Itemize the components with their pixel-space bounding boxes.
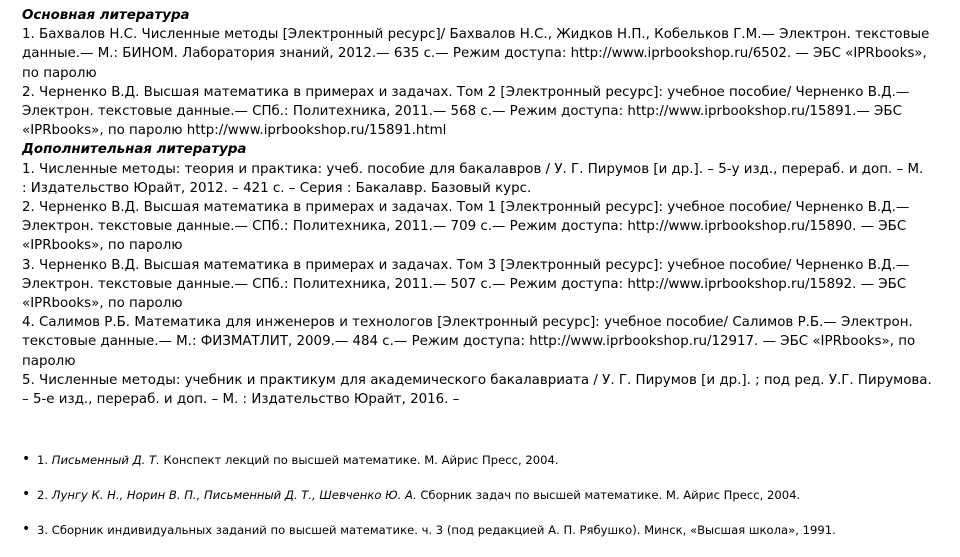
main-literature-heading: Основная литература	[22, 8, 190, 23]
bullet-text: 3. Сборник индивидуальных заданий по высшей математике. ч. 3 (под редакцией А. П. Рябушко). Минск, «Высшая школа», 1991.	[37, 523, 836, 537]
main-literature-item: 2. Черненко В.Д. Высшая математика в примерах и задачах. Том 2 [Электронный ресурс]: учебное пособие/ Черненко В.Д.— Электрон. текстовые данные.— СПб.: Политехника, 2011.— 568 c.— Режим доступа: http://www.iprbookshop.ru/15891.— ЭБС «IPRbooks», по паролю http://www.iprbookshop.ru/15891.html	[22, 84, 910, 139]
additional-literature-item: 5. Численные методы: учебник и практикум для академического бакалавриата / У. Г. Пирумов [и др.]. ; под ред. У.Г. Пирумова. – 5-е изд., перераб. и доп. – М. : Издательство Юрайт, 2016. –	[22, 372, 932, 408]
bullet-text: Сборник задач по высшей математике. М. Айрис Пресс, 2004.	[416, 488, 801, 502]
bullet-text: Конспект лекций по высшей математике. М. Айрис Пресс, 2004.	[159, 453, 559, 467]
additional-literature-heading: Дополнительная литература	[22, 142, 247, 158]
main-literature-item: 1. Бахвалов Н.С. Численные методы [Электронный ресурс]/ Бахвалов Н.С., Жидков Н.П., Кобельков Г.М.— Электрон. текстовые данные.— М.: БИНОМ. Лаборатория знаний, 2012.— 635 c.— Режим доступа: http://www.iprbookshop.ru/6502. — ЭБС «IPRbooks», по паролю	[22, 27, 930, 81]
additional-literature-item: 3. Черненко В.Д. Высшая математика в примерах и задачах. Том 3 [Электронный ресурс]: учебное пособие/ Черненко В.Д.— Электрон. текстовые данные.— СПб.: Политехника, 2011.— 507 c.— Режим доступа: http://www.iprbookshop.ru/15892. — ЭБС «IPRbooks», по паролю	[22, 257, 910, 312]
bullet-authors: Письменный Д. Т.	[51, 453, 160, 467]
bullet-number: 1.	[37, 453, 52, 467]
bullet-item	[22, 487, 932, 503]
additional-literature-item: 1. Численные методы: теория и практика: учеб. пособие для бакалавров / У. Г. Пирумов [и др.]. – 5-у изд., перераб. и доп. – М. : Издательство Юрайт, 2012. – 421 с. – Серия : Бакалавр. Базовый курс.	[22, 161, 924, 196]
additional-literature-item: 4. Салимов Р.Б. Математика для инженеров и технологов [Электронный ресурс]: учебное пособие/ Салимов Р.Б.— Электрон. текстовые данные.— М.: ФИЗМАТЛИТ, 2009.— 484 c.— Режим доступа: http://www.iprbookshop.ru/12917. — ЭБС «IPRbooks», по паролю	[22, 315, 916, 369]
bullet-list	[22, 452, 932, 557]
bullet-authors: Лунгу К. Н., Норин В. П., Письменный Д. Т., Шевченко Ю. А.	[51, 488, 417, 502]
literature-list	[22, 6, 932, 409]
additional-literature-item: 2. Черненко В.Д. Высшая математика в примерах и задачах. Том 1 [Электронный ресурс]: учебное пособие/ Черненко В.Д.— Электрон. текстовые данные.— СПб.: Политехника, 2011.— 709 c.— Режим доступа: http://www.iprbookshop.ru/15890. — ЭБС «IPRbooks», по паролю	[22, 200, 910, 254]
bullet-number: 2.	[37, 488, 52, 502]
bullet-item	[22, 452, 932, 468]
bullet-item	[22, 522, 932, 538]
